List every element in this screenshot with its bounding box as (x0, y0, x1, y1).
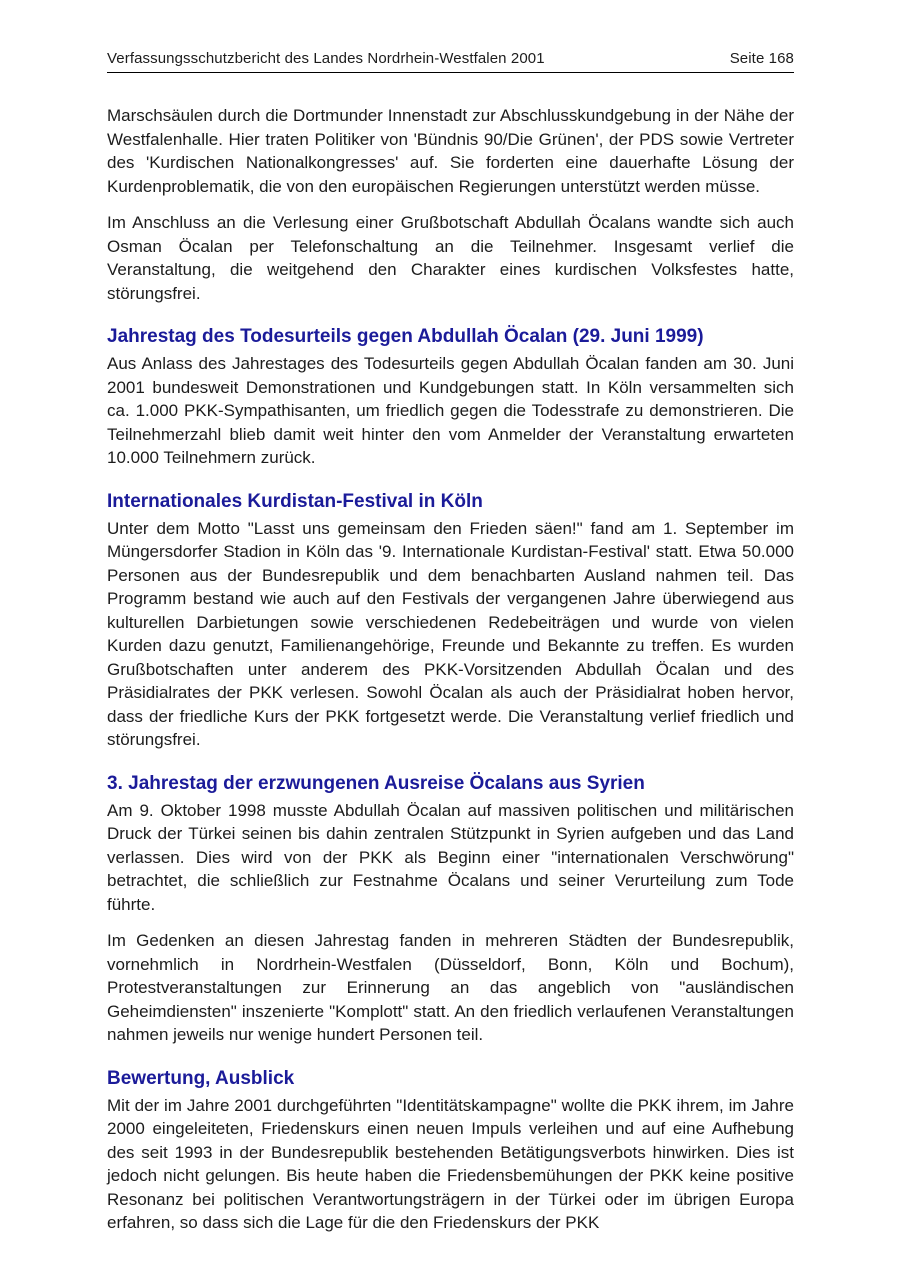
header-page-number: Seite 168 (729, 50, 794, 67)
paragraph-grussbotschaft: Im Anschluss an die Verlesung einer Grußbotschaft Abdullah Öcalans wandte sich auch Osman Öcalan per Telefonschaltung an die Teilnehmer. Insgesamt verlief die Veranstaltung, die weitgehend den Charakter eines kurdischen Volksfestes hatte, störungsfrei. (107, 213, 794, 303)
paragraph-kurdistan-festival: Unter dem Motto "Lasst uns gemeinsam den Frieden säen!" fand am 1. September im Müngersdorfer Stadion in Köln das '9. Internationale Kurdistan-Festival' statt. Etwa 50.000 Personen aus der Bundesrepublik und dem benachbarten Ausland nahmen teil. Das Programm bestand wie auch auf den Festivals der vergangenen Jahre überwiegend aus kulturellen Darbietungen sowie verschiedenen Redebeiträgen und wurde von vielen Kurden dazu genutzt, Familienangehörige, Freunde und Bekannte zu treffen. Es wurden Grußbotschaften unter anderem des PKK-Vorsitzenden Abdullah Öcalan und des Präsidialrates der PKK verlesen. Sowohl Öcalan als auch der Präsidialrat hoben hervor, dass der friedliche Kurs der PKK fortgesetzt werde. Die Veranstaltung verlief friedlich und störungsfrei. (107, 518, 794, 749)
section-heading-kurdistan-festival: Internationales Kurdistan-Festival in Köln (107, 490, 483, 512)
paragraph-marschsaeulen: Marschsäulen durch die Dortmunder Innenstadt zur Abschlusskundgebung in der Nähe der Westfalenhalle. Hier traten Politiker von 'Bündnis 90/Die Grünen', der PDS sowie Vertreter des 'Kurdischen Nationalkongresses' auf. Sie forderten eine dauerhafte Lösung der Kurdenproblematik, die von den europäischen Regierungen unterstützt werden müsse. (107, 106, 794, 196)
section-heading-jahrestag-todesurteil: Jahrestag des Todesurteils gegen Abdullah Öcalan (29. Juni 1999) (107, 326, 704, 347)
paragraph-gedenken-jahrestag: Im Gedenken an diesen Jahrestag fanden in mehreren Städten der Bundesrepublik, vornehmlich in Nordrhein-Westfalen (Düsseldorf, Bonn, Köln und Bochum), Protestveranstaltungen zur Erinnerung an das angeblich von "ausländischen Geheimdiensten" inszenierte "Komplott" statt. An den friedlich verlaufenen Veranstaltungen nahmen jeweils nur wenige hundert Personen teil. (107, 931, 794, 1044)
paragraph-jahrestag-todesurteil: Aus Anlass des Jahrestages des Todesurteils gegen Abdullah Öcalan fanden am 30. Juni 2001 bundesweit Demonstrationen und Kundgebungen statt. In Köln versammelten sich ca. 1.000 PKK-Sympathisanten, um friedlich gegen die Todesstrafe zu demonstrieren. Die Teilnehmerzahl blieb damit weit hinter den vom Anmelder der Veranstaltung erwarteten 10.000 Teilnehmern zurück. (107, 354, 794, 467)
section-heading-bewertung-ausblick: Bewertung, Ausblick (107, 1067, 295, 1089)
paragraph-bewertung-ausblick: Mit der im Jahre 2001 durchgeführten "Identitätskampagne" wollte die PKK ihrem, im Jahre 2000 eingeleiteten, Friedenskurs einen neuen Impuls verleihen und auf eine Aufhebung des seit 1993 in der Bundesrepublik bestehenden Betätigungsverbots hinwirken. Dies ist jedoch nicht gelungen. Bis heute haben die Friedensbemühungen der PKK keine positive Resonanz bei politischen Verantwortungsträgern in der Türkei oder im übrigen Europa erfahren, so dass sich die Lage für die den Friedenskurs der PKK (107, 1095, 794, 1232)
document-body (107, 104, 794, 1235)
section-heading-ausreise-syrien: 3. Jahrestag der erzwungenen Ausreise Öcalans aus Syrien (107, 772, 645, 794)
paragraph-ausreise-syrien: Am 9. Oktober 1998 musste Abdullah Öcalan auf massiven politischen und militärischen Druck der Türkei seinen bis dahin zentralen Stützpunkt in Syrien aufgeben und das Land verlassen. Dies wird von der PKK als Beginn einer "internationalen Verschwörung" betrachtet, die schließlich zur Festnahme Öcalans und seiner Verurteilung zum Tode führte. (107, 800, 794, 914)
page-header (107, 50, 794, 73)
header-document-title: Verfassungsschutzbericht des Landes Nordrhein-Westfalen 2001 (107, 50, 545, 67)
